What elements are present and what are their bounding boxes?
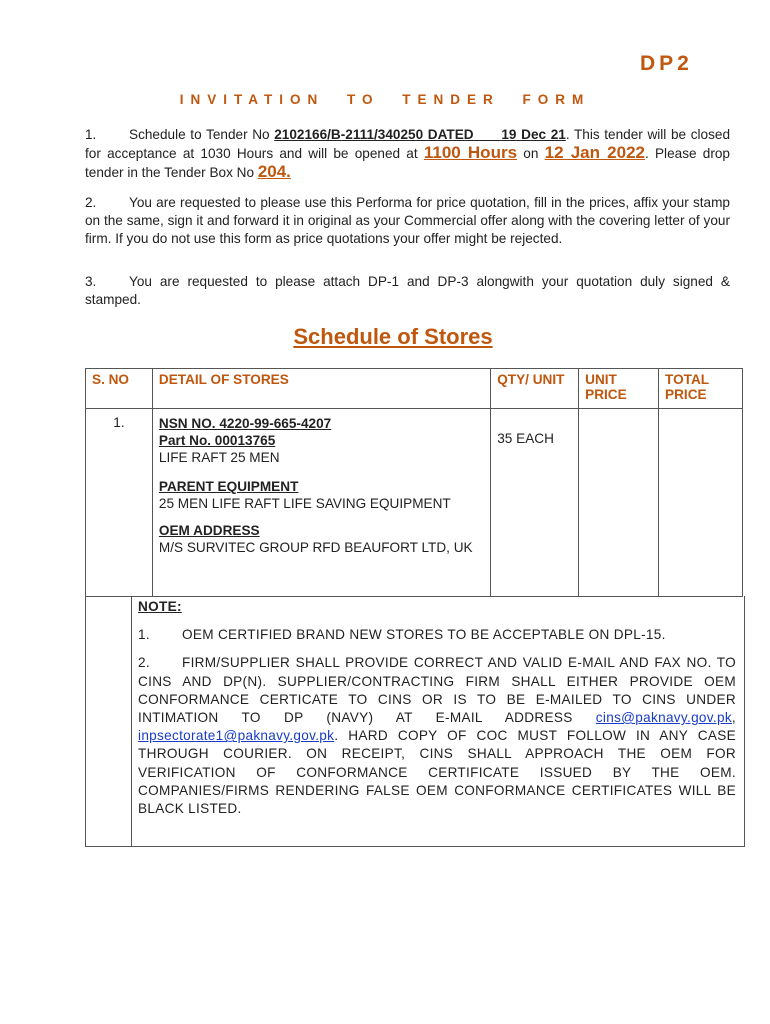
opening-date: 12 Jan 2022	[544, 143, 645, 162]
header-sno: S. NO	[86, 369, 153, 409]
part-number: Part No. 00013765	[158, 433, 276, 448]
divider	[131, 596, 132, 846]
oem-address-label: OEM ADDRESS	[158, 523, 260, 538]
row-total-price[interactable]	[659, 409, 743, 597]
row-qty: 35 EACH	[491, 409, 579, 597]
email-link-inspectorate[interactable]: inpsectorate1@paknavy.gov.pk	[138, 728, 335, 744]
form-code: DP2	[640, 52, 693, 75]
parent-equipment-label: PARENT EQUIPMENT	[158, 479, 299, 494]
paragraph-3: 3. You are requested to please attach DP-1 and DP-3 alongwith your quotation duly signed & stamped.	[85, 274, 730, 307]
tender-number: 2102166/B-2111/340250 DATED	[274, 127, 474, 142]
row-detail	[152, 409, 490, 597]
note-1: OEM CERTIFIED BRAND NEW STORES TO BE ACCEPTABLE ON DPL-15.	[182, 627, 666, 643]
email-link-cins[interactable]: cins@paknavy.gov.pk	[595, 710, 732, 726]
paragraph-1: 1. Schedule to Tender No 2102166/B-2111/340250 DATED 19 Dec 21. This tender will be closed for acceptance at 1030 Hours and will be opened at 1100 Hours on 12 Jan 2022. Please drop tender in the Tender Box No 204.	[85, 127, 730, 181]
note-content: NOTE: 1. OEM CERTIFIED BRAND NEW STORES TO BE ACCEPTABLE ON DPL-15. 2. FIRM/SUPPLIER SHALL PROVIDE CORRECT AND VALID E-MAIL AND FAX NO. TO CINS AND DP(N). SUPPLIER/CONTRACTING FIRM SHALL EITHER PROVIDE OEM CONFORMANCE CERTICATE TO CINS OR IS TO BE E-MAILED TO CINS UNDER INTIMATION TO DP (NAVY) AT E-MAIL ADDRESS cins@paknavy.gov.pk, inpsectorate1@paknavy.gov.pk. HARD COPY OF COC MUST FOLLOW IN ANY CASE THROUGH COURIER. ON RECEIPT, CINS SHALL APPROACH THE OEM FOR VERIFICATION OF CONFORMANCE CERTIFICATE ISSUED BY THE OEM. COMPANIES/FIRMS RENDERING FALSE OEM CONFORMANCE CERTIFICATES WILL BE BLACK LISTED.	[138, 599, 736, 817]
table-row	[86, 409, 743, 597]
oem-address: M/S SURVITEC GROUP RFD BEAUFORT LTD, UK	[158, 540, 473, 555]
row-unit-price[interactable]	[579, 409, 659, 597]
paragraph-number: 2.	[85, 195, 97, 210]
note-2: FIRM/SUPPLIER SHALL PROVIDE CORRECT AND VALID E-MAIL AND FAX NO. TO CINS AND DP(N). SUPPLIER/CONTRACTING FIRM SHALL EITHER PROVIDE OEM CONFORMANCE CERTICATE TO CINS OR IS TO BE E-MAILED TO CINS UNDER INTIMATION TO DP (NAVY) AT E-MAIL ADDRESS	[138, 655, 736, 726]
note-box	[85, 596, 745, 847]
paragraph-number: 1.	[85, 127, 97, 142]
table-header-row	[86, 369, 743, 409]
header-detail: DETAIL OF STORES	[152, 369, 490, 409]
note-label: NOTE:	[138, 599, 182, 614]
parent-equipment: 25 MEN LIFE RAFT LIFE SAVING EQUIPMENT	[158, 496, 451, 511]
row-sno: 1.	[86, 409, 153, 597]
paragraph-number: 3.	[85, 274, 97, 289]
tender-box-number: 204.	[257, 162, 291, 181]
tender-date: 19 Dec 21	[501, 127, 566, 142]
header-unit-price: UNIT PRICE	[579, 369, 659, 409]
stores-table	[85, 368, 743, 597]
nsn-number: NSN NO. 4220-99-665-4207	[158, 416, 332, 431]
schedule-title: Schedule of Stores	[293, 324, 493, 349]
header-total-price: TOTAL PRICE	[659, 369, 743, 409]
item-name: LIFE RAFT 25 MEN	[158, 450, 280, 465]
paragraph-2: 2. You are requested to please use this Performa for price quotation, fill in the prices, affix your stamp on the same, sign it and forward it in original as your Commercial offer along with the covering letter of your firm. If you do not use this form as price quotations your offer might be rejected.	[85, 195, 730, 246]
opening-time: 1100 Hours	[423, 143, 518, 162]
header-qty: QTY/ UNIT	[491, 369, 579, 409]
form-title: INVITATION TO TENDER FORM	[179, 92, 591, 107]
